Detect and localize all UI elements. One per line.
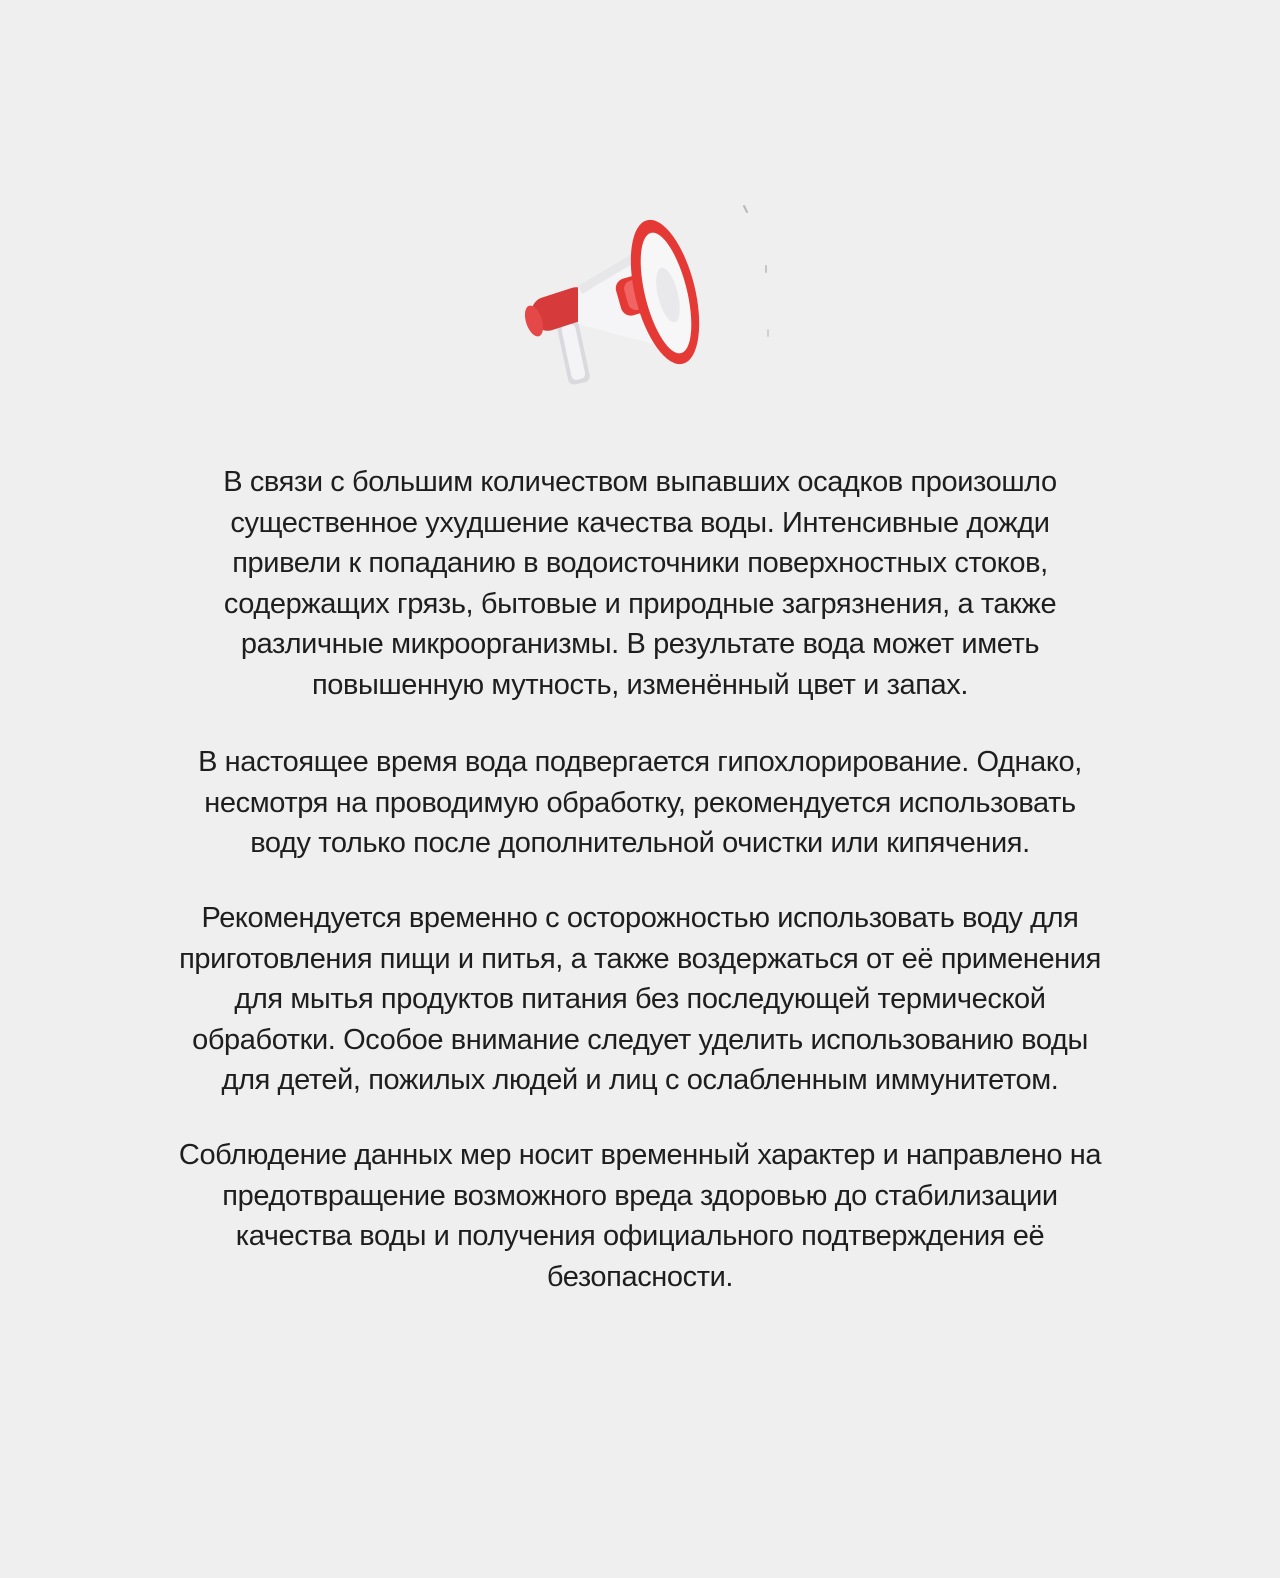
paragraph-4-line-4: безопасности.: [546, 1260, 734, 1293]
paragraph-1-line-5: различные микроорганизмы. В результате вода может иметь: [240, 628, 1040, 660]
paragraph-2-line-3: воду только после дополнительной очистки или кипячения.: [250, 827, 1030, 859]
megaphone-icon: [518, 200, 788, 400]
paragraph-3: [60, 898, 1220, 1101]
paragraph-1-line-4: содержащих грязь, бытовые и природные загрязнения, а также: [223, 587, 1057, 620]
paragraph-3-line-1: Рекомендуется временно с осторожностью использовать воду для: [201, 902, 1079, 934]
paragraph-1-line-6: повышенную мутность, изменённый цвет и запах.: [311, 668, 969, 701]
paragraph-2-line-2: несмотря на проводимую обработку, рекомендуется использовать: [204, 786, 1076, 819]
paragraph-4: [60, 1135, 1220, 1297]
paragraph-4-line-1: Соблюдение данных мер носит временный характер и направлено на: [178, 1139, 1102, 1171]
paragraph-2-line-1: В настоящее время вода подвергается гипохлорирование. Однако,: [198, 746, 1082, 778]
paragraph-3-line-2: приготовления пищи и питья, а также воздержаться от её применения: [179, 942, 1101, 975]
paragraph-1-line-3: привели к попаданию в водоисточники поверхностных стоков,: [232, 547, 1048, 579]
paragraph-1: [60, 462, 1220, 705]
paragraph-3-line-4: обработки. Особое внимание следует уделить использованию воды: [192, 1023, 1088, 1056]
paragraph-4-line-2: предотвращение возможного вреда здоровью до стабилизации: [222, 1179, 1058, 1212]
paragraph-2: [60, 742, 1220, 864]
paragraph-3-line-3: для мытья продуктов питания без последующей термической: [234, 983, 1046, 1015]
paragraph-4-line-3: качества воды и получения официального подтверждения её: [235, 1220, 1045, 1252]
paragraph-1-line-2: существенное ухудшение качества воды. Интенсивные дожди: [230, 506, 1050, 539]
paragraph-3-line-5: для детей, пожилых людей и лиц с ослабленным иммунитетом.: [221, 1064, 1059, 1096]
paragraph-1-line-1: В связи с большим количеством выпавших осадков произошло: [223, 466, 1057, 498]
